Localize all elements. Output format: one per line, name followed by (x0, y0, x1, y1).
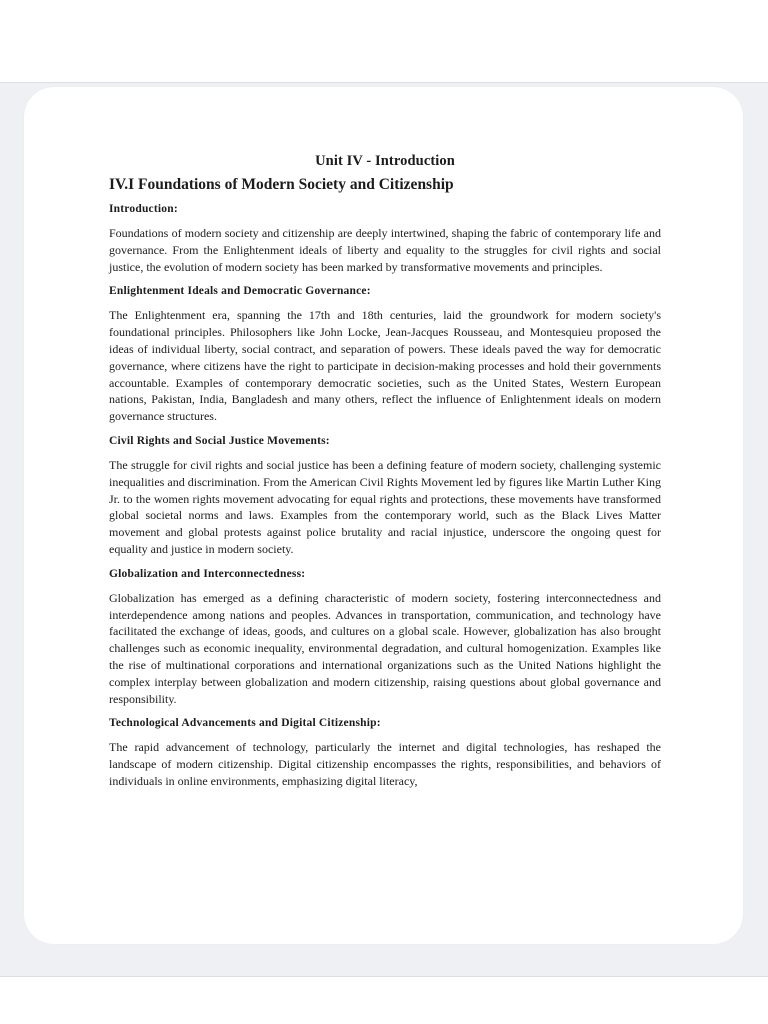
paragraph-technology: The rapid advancement of technology, particularly the internet and digital technologies, has reshaped the landscape of modern citizenship. Digital citizenship encompasses the rights, responsibilities, and behaviors of individuals in online environments, emphasizing digital literacy, (109, 740, 661, 788)
paragraph-civil-rights: The struggle for civil rights and social justice has been a defining feature of modern society, challenging systemic inequalities and discrimination. From the American Civil Rights Movement led by figures like Martin Luther King Jr. to the women rights movement advocating for equal rights and protections, these movements have transformed global societal norms and laws. Examples from the contemporary world, such as the Black Lives Matter movement and global protests against police brutality and racial injustice, underscore the ongoing quest for equality and justice in modern society. (109, 457, 661, 556)
heading-globalization: Globalization and Interconnectedness: (109, 567, 306, 580)
heading-civil-rights: Civil Rights and Social Justice Movements: (109, 434, 330, 447)
paragraph-introduction: Foundations of modern society and citizenship are deeply intertwined, shaping the fabric of contemporary life and governance. From the Enlightenment ideals of liberty and equality to the struggles for civil rights and social justice, the evolution of modern society has been marked by transformative movements and principles. (109, 226, 661, 274)
page-content (109, 153, 661, 800)
document-viewer[interactable] (0, 82, 768, 977)
paragraph-globalization: Globalization has emerged as a defining characteristic of modern society, fostering interconnectedness and interdependence among nations and peoples. Advances in transportation, communication, and technology have facilitated the exchange of ideas, goods, and cultures on a global scale. However, globalization has also brought challenges such as economic inequality, environmental degradation, and cultural homogenization. Examples like the rise of multinational corporations and international organizations such as the United Nations highlight the complex interplay between globalization and modern citizenship, raising questions about global governance and responsibility. (109, 590, 661, 706)
document-page (24, 87, 743, 944)
heading-technology: Technological Advancements and Digital Citizenship: (109, 717, 381, 730)
document-title: Unit IV - Introduction (315, 153, 455, 169)
heading-introduction: Introduction: (109, 203, 178, 215)
heading-enlightenment: Enlightenment Ideals and Democratic Governance: (109, 285, 371, 298)
paragraph-enlightenment: The Enlightenment era, spanning the 17th and 18th centuries, laid the groundwork for modern society's foundational principles. Philosophers like John Locke, Jean-Jacques Rousseau, and Montesquieu proposed the ideas of individual liberty, social contract, and separation of powers. These ideals paved the way for democratic governance, where citizens have the right to participate in decision-making processes and hold their governments accountable. Examples of contemporary democratic societies, such as the United States, Western European nations, Pakistan, India, Bangladesh and many others, reflect the influence of Enlightenment ideals on modern governance structures. (109, 308, 661, 424)
section-title: IV.I Foundations of Modern Society and Citizenship (109, 176, 454, 193)
